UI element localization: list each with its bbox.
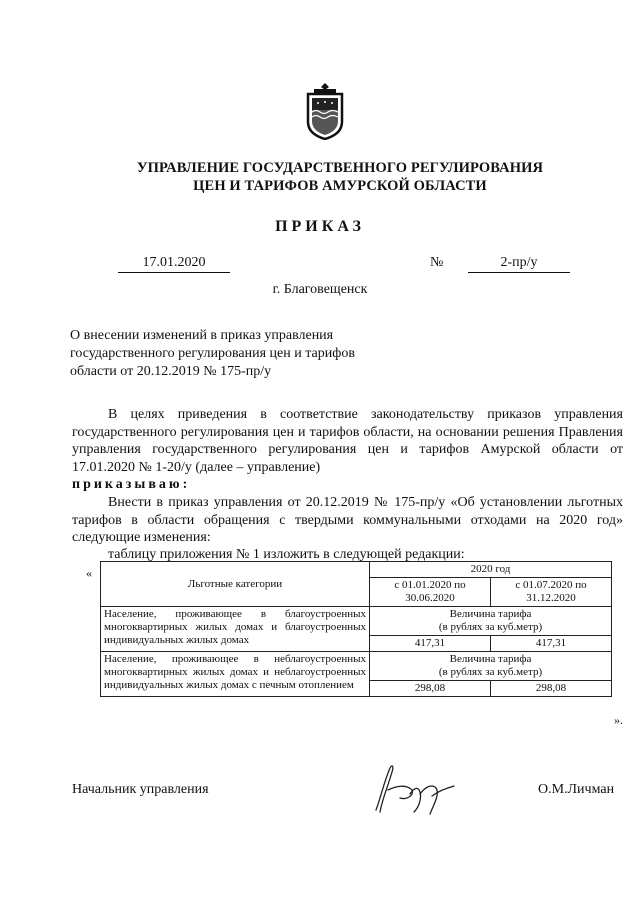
signer-position: Начальник управления bbox=[72, 782, 209, 797]
row1-value2: 417,31 bbox=[491, 636, 612, 652]
handwritten-signature bbox=[366, 760, 458, 820]
period2-header: с 01.07.2020 по 31.12.2020 bbox=[491, 578, 612, 607]
row2-category: Население, проживающее в неблагоустроенных многоквартирных жилых домах и неблагоустроенных индивидуальных жилых домах с печным отоплением bbox=[101, 652, 370, 697]
row2-unit-text: (в рублях за куб.метр) bbox=[438, 666, 543, 678]
coat-of-arms-icon bbox=[305, 82, 345, 140]
item2-paragraph: таблицу приложения № 1 изложить в следующей редакции: bbox=[108, 547, 465, 562]
document-number: 2-пр/у bbox=[468, 255, 570, 273]
row1-unit-label: Величина тарифа bbox=[449, 608, 532, 620]
row2-value1: 298,08 bbox=[370, 681, 491, 697]
row2-unit bbox=[370, 652, 612, 681]
col-category-header: Льготные категории bbox=[101, 562, 370, 607]
tariff-table bbox=[100, 561, 612, 697]
signer-name: О.М.Личман bbox=[538, 782, 615, 797]
document-subject: О внесении изменений в приказ управления государственного регулирования цен и тарифов области от 20.12.2019 № 175-пр/у bbox=[70, 328, 355, 379]
period1-header: с 01.01.2020 по 30.06.2020 bbox=[370, 578, 491, 607]
row1-unit bbox=[370, 607, 612, 636]
quote-close: ». bbox=[614, 713, 623, 727]
number-sign: № bbox=[430, 255, 444, 270]
row1-unit-text: (в рублях за куб.метр) bbox=[438, 621, 543, 633]
item1-paragraph: Внести в приказ управления от 20.12.2019 № 175-пр/у «Об установлении льготных тарифов в области обращения с твердыми коммунальными отходами на 2020 год» следующие изменения: bbox=[72, 495, 623, 545]
row1-value1: 417,31 bbox=[370, 636, 491, 652]
document-type: ПРИКАЗ bbox=[275, 218, 365, 235]
org-name-line1: УПРАВЛЕНИЕ ГОСУДАРСТВЕННОГО РЕГУЛИРОВАНИЯ bbox=[136, 160, 544, 176]
row2-value2: 298,08 bbox=[491, 681, 612, 697]
quote-open: « bbox=[86, 566, 92, 580]
org-name-line2: ЦЕН И ТАРИФОВ АМУРСКОЙ ОБЛАСТИ bbox=[193, 178, 487, 194]
city: г. Благовещенск bbox=[272, 282, 368, 297]
row2-unit-label: Величина тарифа bbox=[449, 653, 532, 665]
order-word: приказываю: bbox=[72, 477, 191, 492]
document-date: 17.01.2020 bbox=[118, 255, 230, 273]
row1-category: Население, проживающее в благоустроенных многоквартирных жилых домах и благоустроенных индивидуальных жилых домах bbox=[101, 607, 370, 652]
year-header: 2020 год bbox=[370, 562, 612, 578]
preamble-paragraph: В целях приведения в соответствие законодательству приказов управления государственного регулирования цен и тарифов области, на основании решения Правления управления государственного регулирования цен и тарифов Амурской области от 17.01.2020 № 1-20/у (далее – управление) bbox=[72, 407, 623, 475]
